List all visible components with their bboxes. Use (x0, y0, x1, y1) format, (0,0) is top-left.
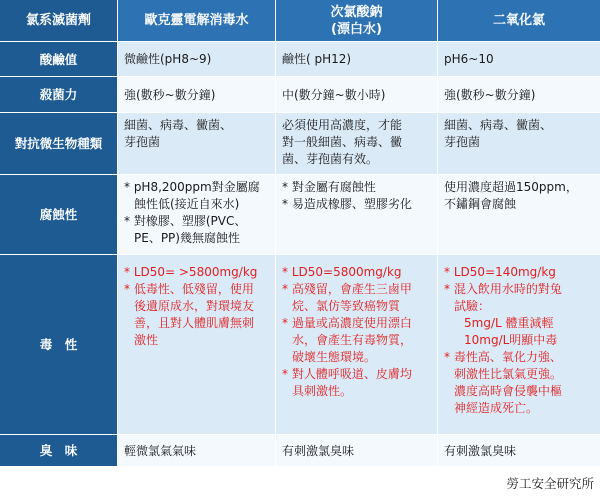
text-line: * LD50=5800mg/kg (282, 265, 402, 279)
text-line: 具刺激性。 (292, 384, 353, 398)
text-line: 試驗： (454, 299, 491, 313)
text-line: 菌、芽孢菌有效。 (282, 152, 379, 166)
text-line: * LD50=140mg/kg (444, 265, 556, 279)
ph-sodium-hypochlorite: 鹼性( pH12) (276, 42, 438, 76)
text-line: 後遺原成水，對環境友 (134, 299, 255, 313)
source-credit: 勞工安全研究所 (506, 476, 594, 491)
text-line: 神經造成死亡。 (454, 401, 539, 415)
text-line: 芽孢菌 (124, 135, 161, 149)
text-line: 蝕性低(接近自來水) (134, 197, 240, 211)
text-line: 5mg/L 體重減輕 (464, 316, 554, 330)
odor-sodium-hypochlorite: 有刺激氯臭味 (276, 435, 438, 466)
text-line: 細菌、病毒、黴菌、 (444, 118, 553, 132)
text-line: 使用濃度超過150ppm， (444, 180, 578, 194)
corrosion-sodium-hypochlorite (276, 175, 438, 254)
text-line: 烷、氯仿等致癌物質 (292, 299, 401, 313)
text-line: 對一般細菌、病毒、黴 (282, 135, 403, 149)
odor-electrolyzed-water: 輕微氯氣氣味 (118, 435, 276, 466)
table-row-kill-power (0, 77, 600, 113)
header-sodium-hypochlorite-name: 次氯酸鈉 (330, 4, 383, 20)
text-line: * 低毒性、低殘留，使用 (124, 282, 254, 296)
text-line: * 對金屬有腐蝕性 (282, 180, 376, 194)
text-line: 必須使用高濃度，才能 (282, 118, 403, 132)
text-line: 細菌、病毒、黴菌、 (124, 118, 233, 132)
corrosion-electrolyzed-water (118, 175, 276, 254)
text-line: 芽孢菌 (444, 135, 481, 149)
text-line: * 混入飲用水時的對兔 (444, 282, 562, 296)
text-line: 刺激性比氯氣更強。 (454, 367, 563, 381)
text-line: * 過量或高濃度使用漂白 (282, 316, 412, 330)
text-line: * 毒性高、氧化力強、 (444, 350, 562, 364)
text-line: * 易造成橡膠、塑膠劣化 (282, 197, 412, 211)
corrosion-chlorine-dioxide (438, 175, 600, 254)
text-line: 破壞生態環境。 (292, 350, 377, 364)
table-row-microbe-types (0, 113, 600, 175)
header-sodium-hypochlorite-alias: (漂白水) (331, 21, 382, 37)
text-line: * 對橡膠、塑膠(PVC、 (124, 214, 247, 228)
text-line: 激性 (134, 333, 159, 347)
ph-chlorine-dioxide: pH6~10 (438, 42, 600, 76)
header-chlorine-dioxide: 二氧化氯 (438, 0, 600, 41)
toxicity-electrolyzed-water (118, 255, 276, 434)
header-electrolyzed-water: 歐克靈電解消毒水 (118, 0, 276, 41)
header-chlorine-agent: 氯系滅菌劑 (0, 0, 118, 41)
text-line: 濃度高時會侵襲中樞 (454, 384, 563, 398)
table-row-ph (0, 42, 600, 77)
text-line: PE、PP)幾無腐蝕性 (134, 231, 240, 245)
kill-sodium-hypochlorite: 中(數分鐘~數小時) (276, 77, 438, 112)
text-line: 不鏽鋼會腐蝕 (444, 197, 517, 211)
row-label-microbe-types: 對抗微生物種類 (0, 113, 118, 174)
ph-electrolyzed-water: 微鹼性(pH8~9) (118, 42, 276, 76)
header-sodium-hypochlorite (276, 0, 438, 41)
text-line: * pH8,200ppm對金屬腐 (124, 180, 260, 194)
text-line: 水，會產生有毒物質， (292, 333, 413, 347)
row-label-odor: 臭 味 (0, 435, 118, 466)
row-label-kill-power: 殺菌力 (0, 77, 118, 112)
text-line: 10mg/L明顯中毒 (464, 333, 558, 347)
microbe-chlorine-dioxide (438, 113, 600, 174)
table-row-corrosion (0, 175, 600, 255)
toxicity-sodium-hypochlorite (276, 255, 438, 434)
text-line: * 高殘留，會產生三鹵甲 (282, 282, 412, 296)
kill-chlorine-dioxide: 強(數秒~數分鐘) (438, 77, 600, 112)
text-line: * LD50= >5800mg/kg (124, 265, 258, 279)
text-line: * 對人體呼吸道、皮膚均 (282, 367, 412, 381)
microbe-electrolyzed-water (118, 113, 276, 174)
kill-electrolyzed-water: 強(數秒~數分鐘) (118, 77, 276, 112)
text-line: 善，且對人體肌膚無刺 (134, 316, 255, 330)
odor-chlorine-dioxide: 有刺激氯臭味 (438, 435, 600, 466)
table-row-toxicity (0, 255, 600, 435)
microbe-sodium-hypochlorite (276, 113, 438, 174)
table-header-row (0, 0, 600, 42)
row-label-corrosion: 腐蝕性 (0, 175, 118, 254)
row-label-ph: 酸鹼值 (0, 42, 118, 76)
row-label-toxicity: 毒 性 (0, 255, 118, 434)
table-row-odor (0, 435, 600, 467)
toxicity-chlorine-dioxide (438, 255, 600, 434)
